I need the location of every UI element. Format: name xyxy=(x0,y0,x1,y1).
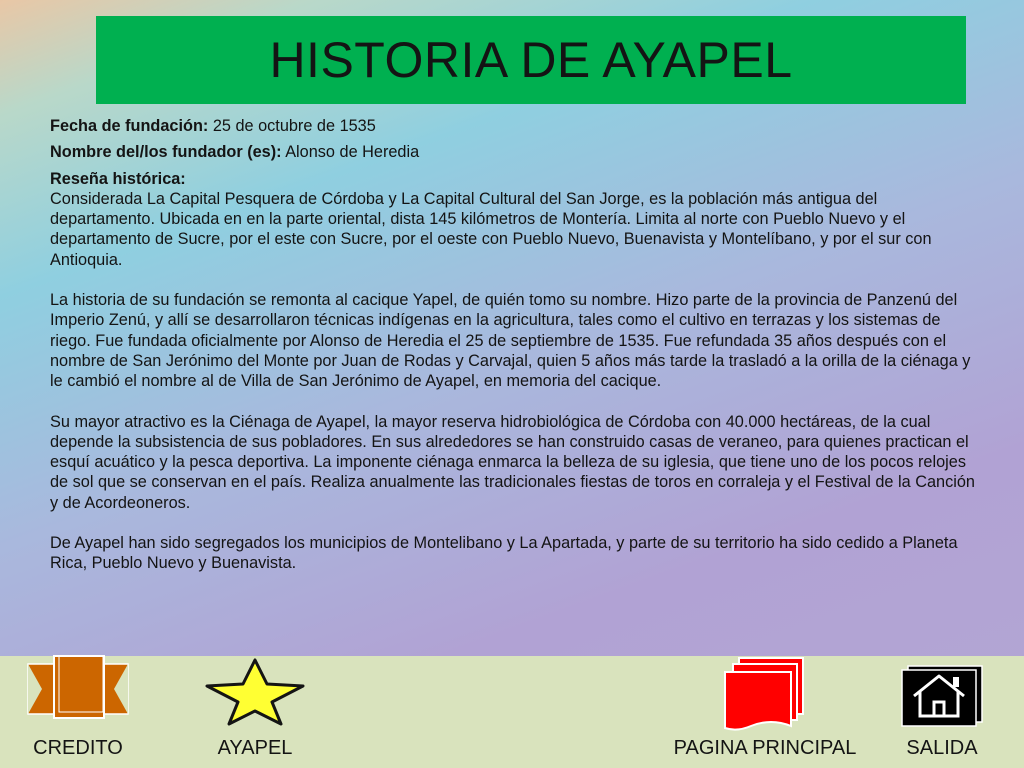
credito-label: CREDITO xyxy=(33,737,123,759)
scroll-icon xyxy=(26,654,130,720)
history-paragraph-1: Considerada La Capital Pesquera de Córdoba y La Capital Cultural del San Jorge, es la población más antigua del departamento. Ubicada en en la parte oriental, dista 145 kilómetros de Montería. Limita al norte con Pueblo Nuevo y el departamento de Sucre, por el este con Sucre, por el oeste con Pueblo Nuevo, Buenavista y Montelíbano, y por el sur con Antioquia. xyxy=(50,189,932,269)
home-icon xyxy=(900,664,984,728)
pagina-principal-label: PAGINA PRINCIPAL xyxy=(673,737,857,759)
founders-value: Alonso de Heredia xyxy=(281,143,420,162)
history-paragraph-4: De Ayapel han sido segregados los municipios de Montelibano y La Apartada, y parte de su territorio ha sido cedido a Planeta Rica, Pueblo Nuevo y Buenavista. xyxy=(50,534,958,573)
ayapel-button[interactable] xyxy=(200,656,310,768)
history-paragraph-3: Su mayor atractivo es la Ciénaga de Ayapel, la mayor reserva hidrobiológica de Córdoba con 40.000 hectáreas, de la cual depende la subsistencia de sus pobladores. En sus alrededores se han construido casas de veraneo, para quienes practican el esquí acuático y la pesca deportiva. La imponente ciénaga enmarca la belleza de su iglesia, que tiene uno de los pocos relojes de sol que se conservan en el país. Realiza anualmente las tradicionales fiestas de toros en corraleja y el Festival de la Canción y de Acordeoneros. xyxy=(50,412,975,512)
credito-button[interactable] xyxy=(22,656,134,768)
founding-date-label: Fecha de fundación: xyxy=(50,117,209,135)
salida-button[interactable] xyxy=(890,656,994,768)
stacked-pages-icon xyxy=(721,656,809,734)
founding-date-value: 25 de octubre de 1535 xyxy=(208,117,376,135)
navigation-bar xyxy=(0,656,1024,768)
salida-label: SALIDA xyxy=(906,737,978,759)
pagina-principal-button[interactable] xyxy=(660,656,870,768)
founders xyxy=(50,142,980,162)
slide-title: HISTORIA DE AYAPEL xyxy=(269,32,793,88)
historical-review-label: Reseña histórica: xyxy=(50,169,186,188)
history-content xyxy=(50,116,980,594)
history-paragraph-2: La historia de su fundación se remonta al cacique Yapel, de quién tomo su nombre. Hizo parte de la provincia de Panzenú del Imperio Zenú, y allí se desarrollaron técnicas indígenas en la agricultura, tales como el cultivo en terrazas y los sistemas de riego. Fue fundada oficialmente por Alonso de Heredia el 25 de septiembre de 1535. Fue refundada 35 años después con el nombre de San Jerónimo del Monte por Juan de Rodas y Carvajal, quien 5 años más tarde la trasladó a la orilla de la ciénaga y le cambió el nombre al de Villa de San Jerónimo de Ayapel, en memoria del cacique. xyxy=(50,291,971,391)
ayapel-label: AYAPEL xyxy=(217,737,293,759)
title-banner xyxy=(96,16,966,104)
founders-label: Nombre del/los fundador (es): xyxy=(50,143,282,162)
founding-date xyxy=(50,116,980,136)
star-icon xyxy=(205,656,305,726)
